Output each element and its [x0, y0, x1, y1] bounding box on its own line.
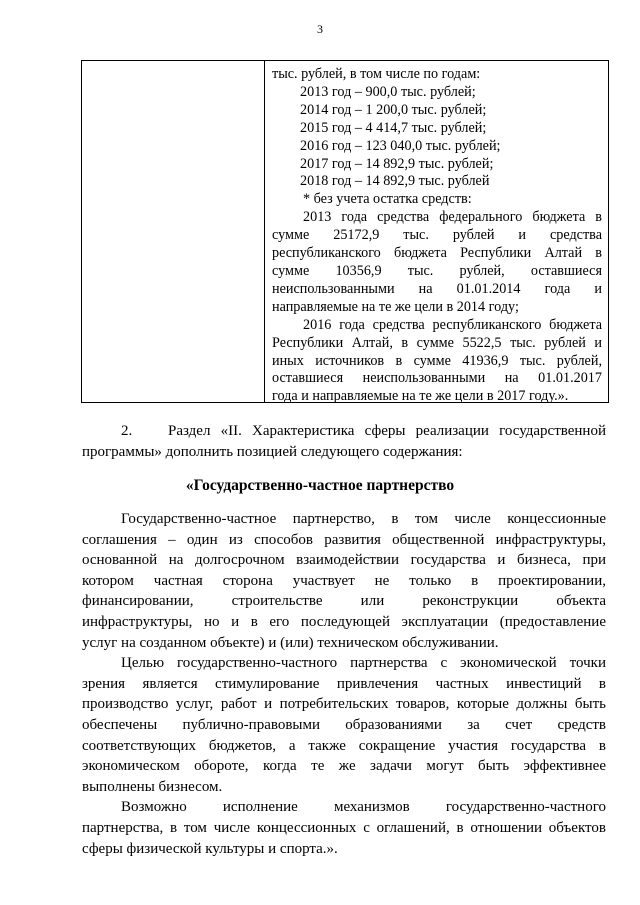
body-line: соглашения – один из способов развития общественной инфраструктуры, — [82, 531, 606, 548]
body-line: услуг на созданном объекте) и (или) техническом обслуживании. — [82, 634, 499, 651]
body-line: соответствующих бюджетов, а также сокращение участия государства в — [82, 737, 606, 754]
body-line: сферы физической культуры и спорта.». — [82, 840, 338, 857]
body-line: выполнены бизнесом. — [82, 778, 223, 795]
body-line: Возможно исполнение механизмов государственно-частного — [121, 799, 606, 816]
page-number: 3 — [317, 22, 323, 36]
table-line: 2018 год – 14 892,9 тыс. рублей — [300, 173, 490, 190]
table-line: 2016 год – 123 040,0 тыс. рублей; — [300, 137, 501, 154]
section-heading: «Государственно-частное партнерство — [185, 477, 455, 494]
section-body — [82, 509, 606, 859]
body-line: производство услуг, работ и потребительских товаров, которые должны быть — [82, 696, 606, 713]
table-line: 2016 года средства республиканского бюджета — [303, 316, 602, 333]
table-line: неиспользованными на 01.01.2014 года и — [272, 280, 602, 297]
amendment-item — [82, 421, 606, 462]
table-line: республиканского бюджета Республики Алтай в — [272, 245, 602, 262]
table-line: иных источников в сумме 41936,9 тыс. рублей, — [272, 352, 602, 369]
body-line: Целью государственно-частного партнерства с экономической точки — [121, 655, 606, 672]
table-column-divider — [264, 61, 265, 402]
body-line: финансировании, строительстве или реконструкции объекта — [82, 593, 606, 610]
body-line: инфраструктуры, но и в его последующей эксплуатации (предоставление — [82, 613, 606, 630]
table-line: тыс. рублей, в том числе по годам: — [272, 66, 481, 82]
table-line: сумме 25172,9 тыс. рублей и средства — [272, 227, 602, 244]
body-line: Государственно-частное партнерство, в том числе концессионные — [121, 511, 606, 527]
table-line: Республики Алтай, в сумме 5522,5 тыс. рублей и — [272, 334, 602, 351]
body-line: котором частная сторона участвует не только в проектировании, — [82, 572, 606, 589]
body-line: партнерства, в том числе концессионных с оглашений, в отношении объектов — [82, 819, 606, 836]
table-line: 2013 года средства федерального бюджета в — [303, 209, 602, 226]
body-line: зрения является стимулирование привлечения частных инвестиций в — [82, 675, 606, 692]
table-line: года и направляемые на те же цели в 2017 году.». — [272, 388, 569, 405]
table-line: сумме 10356,9 тыс. рублей, оставшиеся — [272, 262, 602, 279]
table-right-cell — [272, 66, 602, 406]
table-line: 2013 год – 900,0 тыс. рублей; — [300, 83, 476, 100]
item-text: Раздел «II. Характеристика сферы реализации государственной — [168, 423, 606, 439]
table-line: 2014 год – 1 200,0 тыс. рублей; — [300, 101, 487, 118]
table-line: 2015 год – 4 414,7 тыс. рублей; — [300, 119, 487, 136]
funding-table — [81, 60, 609, 403]
item-number: 2. — [121, 423, 133, 439]
table-line: 2017 год – 14 892,9 тыс. рублей; — [300, 155, 494, 172]
body-line: основанной на долгосрочном взаимодействии государства и бизнеса, при — [82, 552, 606, 569]
table-line: * без учета остатка средств: — [303, 191, 472, 208]
table-line: оставшиеся неиспользованными на 01.01.2017 — [272, 370, 602, 387]
item-text: программы» дополнить позицией следующего содержания: — [82, 443, 463, 460]
body-line: экономическом обороте, когда те же задачи могут быть эффективнее — [82, 758, 606, 775]
table-line: направляемые на те же цели в 2014 году; — [272, 298, 519, 315]
body-line: обеспечены публично-правовыми образованиями за счет средств — [82, 716, 606, 733]
